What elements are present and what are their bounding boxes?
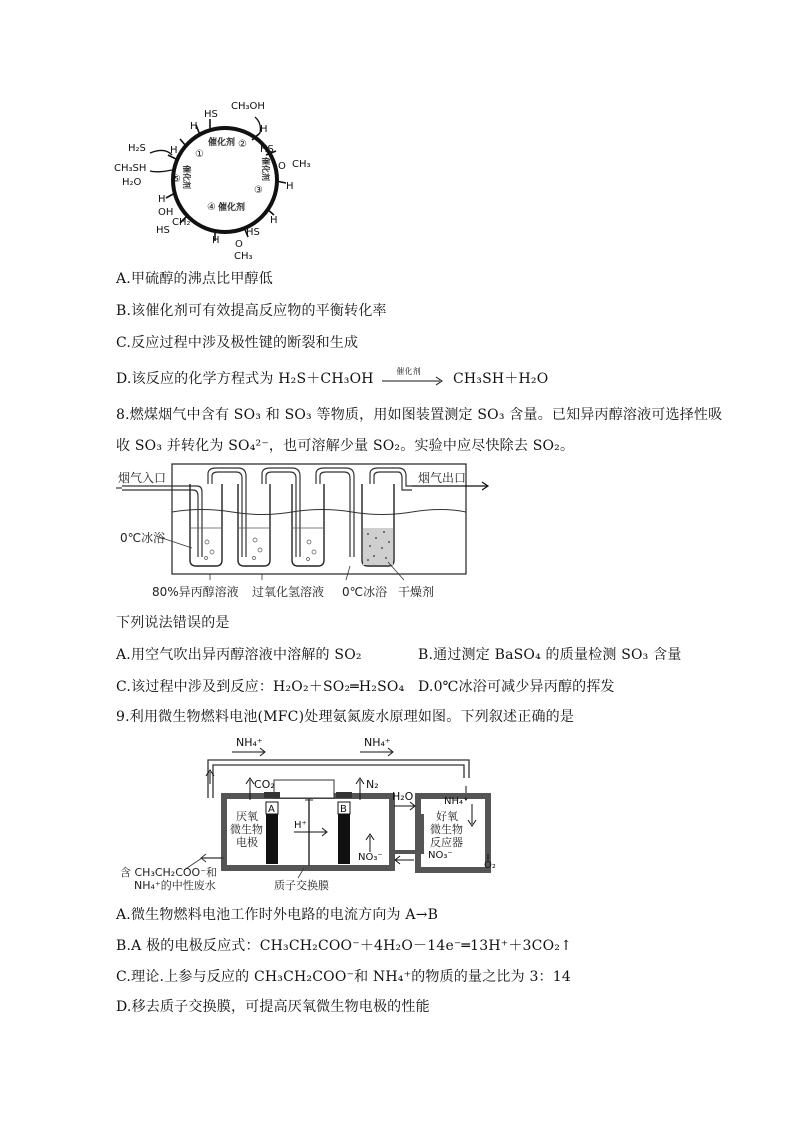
h2o2-label: 过氧化氢溶液 — [252, 585, 325, 599]
q9-option-c: C.理论.上参与反应的 CH₃CH₂COO⁻和 NH₄⁺的物质的量之比为 3：14 — [116, 969, 571, 985]
svg-text:H: H — [212, 235, 220, 246]
q9-option-d: D.移去质子交换膜，可提高厌氧微生物电极的性能 — [116, 999, 430, 1015]
electrode-b-label: B — [340, 804, 347, 815]
catalyst-label-top: 催化剂 — [208, 138, 236, 148]
reactor-line-3: 反应器 — [430, 836, 463, 849]
svg-text:HS: HS — [246, 227, 260, 238]
desiccant-label: 干燥剂 — [398, 585, 435, 599]
membrane-label: 质子交换膜 — [274, 879, 329, 892]
catalytic-cycle-figure — [110, 95, 350, 265]
reaction-condition: 催化剂 — [396, 367, 421, 376]
step-1: ① — [195, 149, 204, 160]
ice-bath-left-label: 0℃冰浴 — [120, 531, 166, 545]
anaerobe-line-2: 微生物 — [230, 823, 263, 836]
feed-line-2: NH₄⁺的中性废水 — [134, 879, 216, 892]
arrow-h2s-in — [150, 150, 172, 155]
q8-stem-line-2: 收 SO₃ 并转化为 SO₄²⁻，也可溶解少量 SO₂。实验中应尽快除去 SO₂。 — [116, 438, 575, 454]
q7-option-d — [116, 367, 549, 388]
no3-bottom-label: NO₃⁻ — [428, 850, 453, 861]
svg-text:HS: HS — [156, 225, 170, 236]
feed-line-1: 含 CH₃CH₂COO⁻和 — [120, 866, 218, 879]
q8-ask: 下列说法错误的是 — [116, 615, 230, 631]
q8-stem-line-1: 8.燃煤烟气中含有 SO₃ 和 SO₃ 等物质，用如图装置测定 SO₃ 含量。已知异丙醇溶液可选择性吸 — [116, 407, 723, 423]
q8-option-c: C.该过程中涉及到反应：H₂O₂＋SO₂═H₂SO₄ — [116, 679, 405, 695]
h2o-label: H₂O — [392, 790, 414, 803]
nh4-top-2: NH₄⁺ — [364, 736, 391, 749]
svg-text:CH₃: CH₃ — [234, 251, 253, 262]
h-plus-label: H⁺ — [294, 820, 307, 831]
q8-option-d: D.0℃冰浴可减少异丙醇的挥发 — [418, 679, 615, 695]
svg-text:O: O — [278, 161, 286, 172]
svg-text:OH: OH — [158, 207, 174, 218]
svg-text:CH₃OH: CH₃OH — [231, 101, 265, 112]
q7-option-a: A.甲硫醇的沸点比甲醇低 — [116, 271, 273, 287]
isopropanol-label: 80%异丙醇溶液 — [152, 585, 239, 599]
q9-stem: 9.利用微生物燃料电池(MFC)处理氨氮废水原理如图。下列叙述正确的是 — [116, 709, 575, 725]
nh4-top-1: NH₄⁺ — [236, 736, 263, 749]
svg-text:CH₂: CH₂ — [172, 217, 191, 228]
inlet-label: 烟气入口 — [118, 471, 167, 485]
svg-text:HS: HS — [204, 109, 218, 120]
q7-option-d-suffix: CH₃SH＋H₂O — [452, 371, 549, 387]
o2-label: O₂ — [484, 860, 496, 871]
q8-option-b: B.通过测定 BaSO₄ 的质量检测 SO₃ 含量 — [418, 647, 682, 663]
ice-bath-right-label: 0℃冰浴 — [342, 585, 388, 599]
q9-option-a: A.微生物燃料电池工作时外电路的电流方向为 A→B — [116, 907, 439, 923]
svg-text:HS: HS — [260, 144, 274, 155]
electrode-a-label: A — [268, 804, 275, 815]
catalyst-label-bottom: 催化剂 — [218, 203, 246, 213]
arrow-products-out — [150, 170, 172, 172]
svg-text:H₂O: H₂O — [122, 177, 142, 188]
mfc-figure — [114, 732, 514, 892]
step-4: ④ — [207, 202, 216, 213]
q9-option-b: B.A 极的电极反应式：CH₃CH₂COO⁻＋4H₂O－14e⁻═13H⁺＋3CO₂↑ — [116, 938, 572, 954]
no3-mid-label: NO₃⁻ — [358, 852, 383, 863]
q7-option-d-prefix: D.该反应的化学方程式为 H₂S＋CH₃OH — [116, 371, 374, 387]
reactor-line-2: 微生物 — [430, 823, 463, 836]
absorption-apparatus-figure — [112, 462, 492, 602]
svg-text:H: H — [158, 194, 166, 205]
reaction-arrow — [382, 367, 444, 386]
svg-text:O: O — [235, 239, 243, 250]
co2-label: CO₂ — [254, 778, 275, 791]
svg-text:H: H — [190, 121, 198, 132]
step-5: ⑤ — [172, 174, 181, 185]
anaerobe-line-1: 厌氧 — [236, 810, 258, 823]
svg-text:H: H — [170, 145, 178, 156]
svg-text:H₂S: H₂S — [128, 143, 146, 154]
anaerobe-line-3: 电极 — [236, 836, 258, 849]
q7-option-c: C.反应过程中涉及极性键的断裂和生成 — [116, 335, 359, 351]
reactor-line-1: 好氧 — [436, 810, 458, 823]
step-2: ② — [238, 139, 247, 150]
svg-text:H: H — [286, 181, 294, 192]
q8-option-a: A.用空气吹出异丙醇溶液中溶解的 SO₂ — [116, 647, 362, 663]
q7-option-b: B.该催化剂可有效提高反应物的平衡转化率 — [116, 303, 387, 319]
svg-text:CH₃: CH₃ — [292, 159, 311, 170]
n2-label: N₂ — [366, 778, 379, 791]
svg-text:H: H — [270, 215, 278, 226]
outlet-label: 烟气出口 — [418, 471, 467, 485]
external-circuit — [274, 780, 334, 798]
svg-text:H: H — [260, 124, 268, 135]
svg-text:CH₃SH: CH₃SH — [114, 163, 147, 174]
catalyst-label-left: 催化剂 — [182, 165, 191, 189]
reactor-nh4-label: NH₄⁺ — [444, 796, 469, 807]
catalyst-label-right: 催化剂 — [261, 157, 270, 181]
step-3: ③ — [254, 185, 263, 196]
